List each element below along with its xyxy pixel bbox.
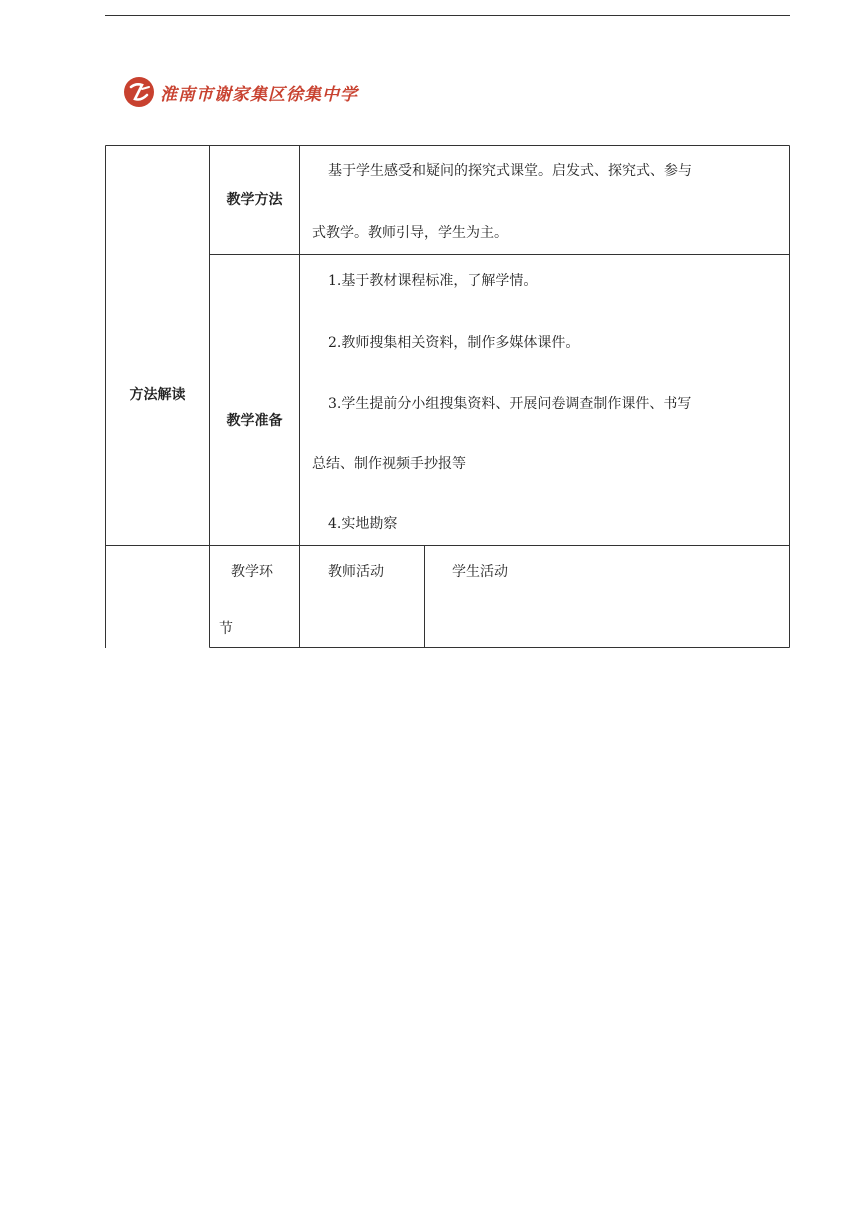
teacher-activity-header: 教师活动	[328, 564, 384, 580]
school-name: 淮南市谢家集区徐集中学	[160, 84, 358, 105]
student-activity-header: 学生活动	[452, 564, 508, 580]
teaching-prep-item-1: 1.基于教材课程标准，了解学情。	[328, 273, 538, 289]
teaching-method-line-1: 基于学生感受和疑问的探究式课堂。启发式、探究式、参与	[328, 163, 692, 179]
teaching-method-label: 教学方法	[226, 192, 283, 208]
teaching-prep-item-2: 2.教师搜集相关资料，制作多媒体课件。	[328, 335, 580, 351]
teaching-method-line-2: 式教学。教师引导，学生为主。	[312, 225, 508, 241]
stage-header-line-2: 节	[219, 621, 233, 637]
teaching-prep-item-3-line-2: 总结、制作视频手抄报等	[312, 456, 466, 472]
teaching-prep-label: 教学准备	[226, 413, 283, 429]
stage-header-line-1: 教学环	[231, 564, 273, 580]
method-section-label: 方法解读	[129, 387, 186, 403]
teaching-prep-item-3-line-1: 3.学生提前分小组搜集资料、开展问卷调查制作课件、书写	[328, 396, 692, 412]
teaching-prep-item-4: 4.实地勘察	[328, 516, 398, 532]
